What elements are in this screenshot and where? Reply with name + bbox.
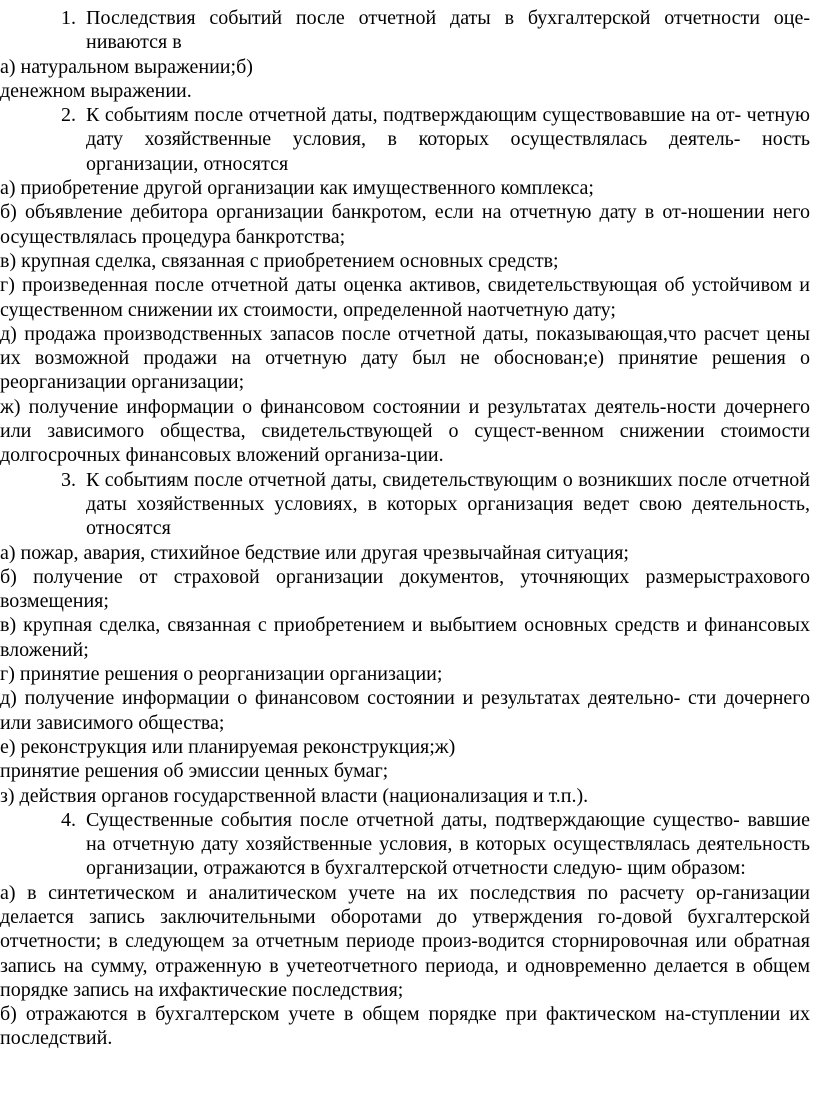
answer-option: б) получение от страховой организации документов, уточняющих размерыстрахового возмещения; [0, 565, 810, 613]
answer-option: е) реконструкция или планируемая реконструкция;ж) [0, 735, 456, 758]
answer-option: а) в синтетическом и аналитическом учете на их последствия по расчету ор-ганизации делается запись заключительными оборотами до утверждения го-довой бухгалтерской отчетности; в следующем за отчетным периоде произ-водится сторнировочная или обратная запись на сумму, отраженную в учетеотчетного периода, и одновременно делается в общем порядке запись на ихфактические последствия; [0, 881, 810, 1001]
answer-option: б) отражаются в бухгалтерском учете в общем порядке при фактическом на-ступлении их последствий. [0, 1003, 810, 1050]
answer-option: ж) получение информации о финансовом состоянии и результатах деятель-ности дочернего или зависимого общества, свидетельствующей о сущест-венном снижении стоимости долгосрочных финансовых вложений организа-ции. [0, 395, 810, 467]
question-4 [0, 808, 810, 881]
question-number: 4. [61, 808, 76, 831]
answer-option: д) продажа производственных запасов после отчетной даты, показывающая,что расчет цены их возможной продажи на отчетную дату был не обоснован;е) принятие решения о реорганизации организации; [0, 322, 810, 394]
answer-option: г) произведенная после отчетной даты оценка активов, свидетельствующая об устойчивом и существенном снижении их стоимости, определенной наотчетную дату; [0, 274, 810, 321]
question-text: К событиям после отчетной даты, свидетельствующим о возникших после отчетной даты хозяйственных условиях, в которых организация ведет свою деятельность, относятся [86, 468, 810, 540]
answer-option: б) объявление дебитора организации банкротом, если на отчетную дату в от-ношении него осуществлялась процедура банкротства; [0, 201, 810, 248]
question-number: 2. [61, 104, 76, 127]
question-3 [0, 468, 810, 541]
answer-option: в) крупная сделка, связанная с приобретением и выбытием основных средств и финансовых вложений; [0, 614, 810, 661]
answer-option: денежном выражении. [0, 79, 192, 102]
question-text: Существенные события после отчетной даты, подтверждающие существо- вавшие на отчетную дату хозяйственные условия, в которых осуществлялась деятельность организации, отражаются в бухгалтерской отчетности следую- щим образом: [86, 808, 810, 880]
question-2 [0, 103, 810, 176]
question-number: 1. [61, 7, 76, 29]
answer-option: д) получение информации о финансовом состоянии и результатах деятельно- сти дочернего или зависимого общества; [0, 687, 810, 734]
question-text: Последствия событий после отчетной даты в бухгалтерской отчетности оце- ниваются в [86, 7, 810, 54]
answer-option: з) действия органов государственной власти (национализация и т.п.). [0, 784, 589, 807]
question-text: К событиям после отчетной даты, подтверждающим существовавшие на от- четную дату хозяйственные условия, в которых осуществлялась деятель- ность организации, относятся [86, 104, 810, 175]
answer-option: в) крупная сделка, связанная с приобретением основных средств; [0, 249, 559, 272]
answer-option: а) натуральном выражении;б) [0, 55, 253, 78]
answer-option: принятие решения об эмиссии ценных бумаг; [0, 760, 389, 783]
question-number: 3. [61, 468, 76, 491]
answer-option: а) пожар, авария, стихийное бедствие или другая чрезвычайная ситуация; [0, 541, 629, 564]
answer-option: г) принятие решения о реорганизации организации; [0, 663, 443, 686]
question-1 [0, 6, 810, 55]
answer-option: а) приобретение другой организации как имущественного комплекса; [0, 177, 594, 200]
